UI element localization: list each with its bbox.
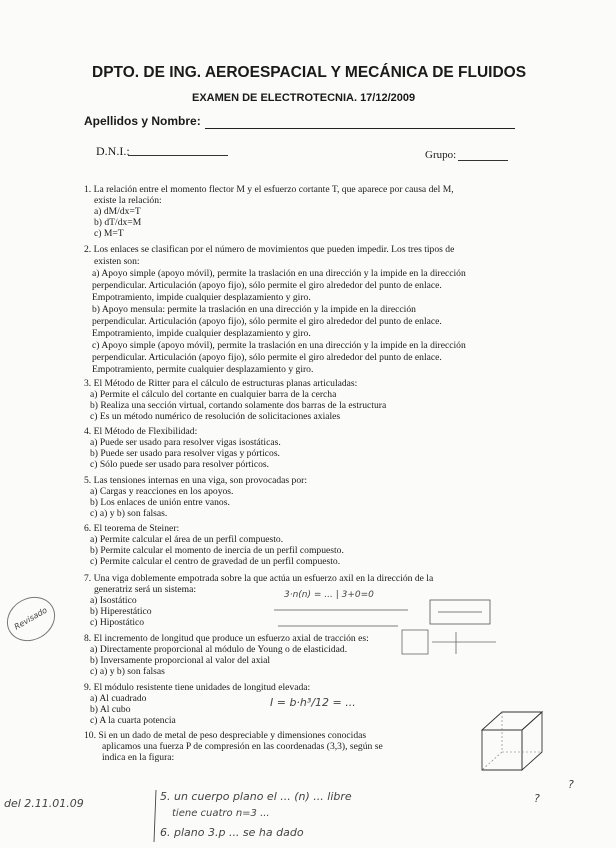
dni-field-line — [128, 155, 228, 156]
question-8: 8. El incremento de longitud que produce un esfuerzo axial de tracción es: a) Directamente proporcional al módulo de Young o de elasticidad. b) Inversamente proporcional al valor del axial c) a) y b) son falsas — [84, 633, 369, 677]
stamp-revisado: Revisado — [0, 588, 63, 649]
question-3: 3. El Método de Ritter para el cálculo de estructuras planas articuladas: a) Permite el cálculo del cortante en cualquier barra de la cercha b) Realiza una sección virtual, cortando solamente dos barras de la estructura c) Es un método numérico de resolución de solicitaciones axiales — [84, 378, 387, 422]
question-9: 9. El módulo resistente tiene unidades de longitud elevada: a) Al cuadrado b) Al cubo c) A la cuarta potencia — [84, 682, 311, 726]
name-field-line — [205, 128, 515, 129]
question-1: 1. La relación entre el momento flector M y el esfuerzo cortante T, que aparece por causa del M, existe la relación: a) dM/dx=T b) dT/dx=M c) M=T — [84, 184, 454, 239]
question-10: 10. Si en un dado de metal de peso despreciable y dimensiones conocidas aplicamos una fuerza P de compresión en las coordenadas (3,3), según se indica en la figura: — [84, 730, 383, 763]
dni-label: D.N.I.: — [96, 144, 130, 158]
bottom-note-line-3: 6. plano 3.p ... se ha dado — [160, 826, 304, 839]
q8-sketch — [396, 624, 516, 664]
bottom-note-line-1: 5. un cuerpo plano el ... (n) ... libre — [160, 790, 352, 803]
question-7: 7. Una viga doblemente empotrada sobre la que actúa un esfuerzo axil en la dirección de la generatriz será un sistema: a) Isostático b) Hiperestático c) Hipostático — [84, 573, 434, 628]
bottom-date-note: del 2.11.01.09 — [4, 797, 84, 810]
cube-mark: ? — [534, 792, 540, 805]
cube-mark-2: ? — [568, 778, 574, 791]
question-6: 6. El teorema de Steiner: a) Permite calcular el área de un perfil compuesto. b) Permite calcular el momento de inercia de un perfil compuesto. c) Permite calcular el centro de gravedad de un perfil compuesto. — [84, 523, 344, 567]
name-label: Apellidos y Nombre: — [84, 114, 201, 128]
department-title: DPTO. DE ING. AEROESPACIAL Y MECÁNICA DE FLUIDOS — [92, 64, 527, 81]
question-4: 4. El Método de Flexibilidad: a) Puede ser usado para resolver vigas isostáticas. b) Puede ser usado para resolver vigas y pórticos. c) Sólo puede ser usado para resolver pórticos. — [84, 426, 281, 470]
question-2: 2. Los enlaces se clasifican por el número de movimientos que pueden impedir. Los tres tipos de existen son: a) Apoyo simple (apoyo móvil), permite la traslación en una dirección y la impide en la dirección perpendicular. Articulación (apoyo fijo), sólo permite el giro alrededor del punto de enlace. Empotramiento, impide cualquier desplazamiento y giro. b) Apoyo mensula: permite la traslación en una dirección y la impide en la dirección perpendicular. Articulación (apoyo fijo), sólo permite el giro alrededor del punto de enlace. Empotramiento, impide cualquier desplazamiento y giro. c) Apoyo simple (apoyo móvil), permite la traslación en una dirección y la impide en la dirección perpendicular. Articulación (apoyo fijo), sólo permite el giro alrededor del punto de enlace. Empotramiento, permite cualquier desplazamiento y giro. — [84, 244, 466, 375]
cube-figure — [472, 700, 562, 780]
bottom-note-bracket — [150, 788, 160, 844]
exam-title: EXAMEN DE ELECTROTECNIA. 17/12/2009 — [192, 92, 416, 104]
q9-formula-note: I = b·h³/12 = ... — [270, 696, 356, 709]
bottom-note-line-2: tiene cuatro n=3 ... — [172, 808, 270, 819]
group-field-line — [458, 160, 508, 161]
q7-calc-note: 3·n(n) = ... | 3+0=0 — [284, 590, 374, 600]
question-5: 5. Las tensiones internas en una viga, son provocadas por: a) Cargas y reacciones en los apoyos. b) Los enlaces de unión entre vanos. c) a) y b) son falsas. — [84, 475, 307, 519]
group-label: Grupo: — [425, 149, 457, 161]
